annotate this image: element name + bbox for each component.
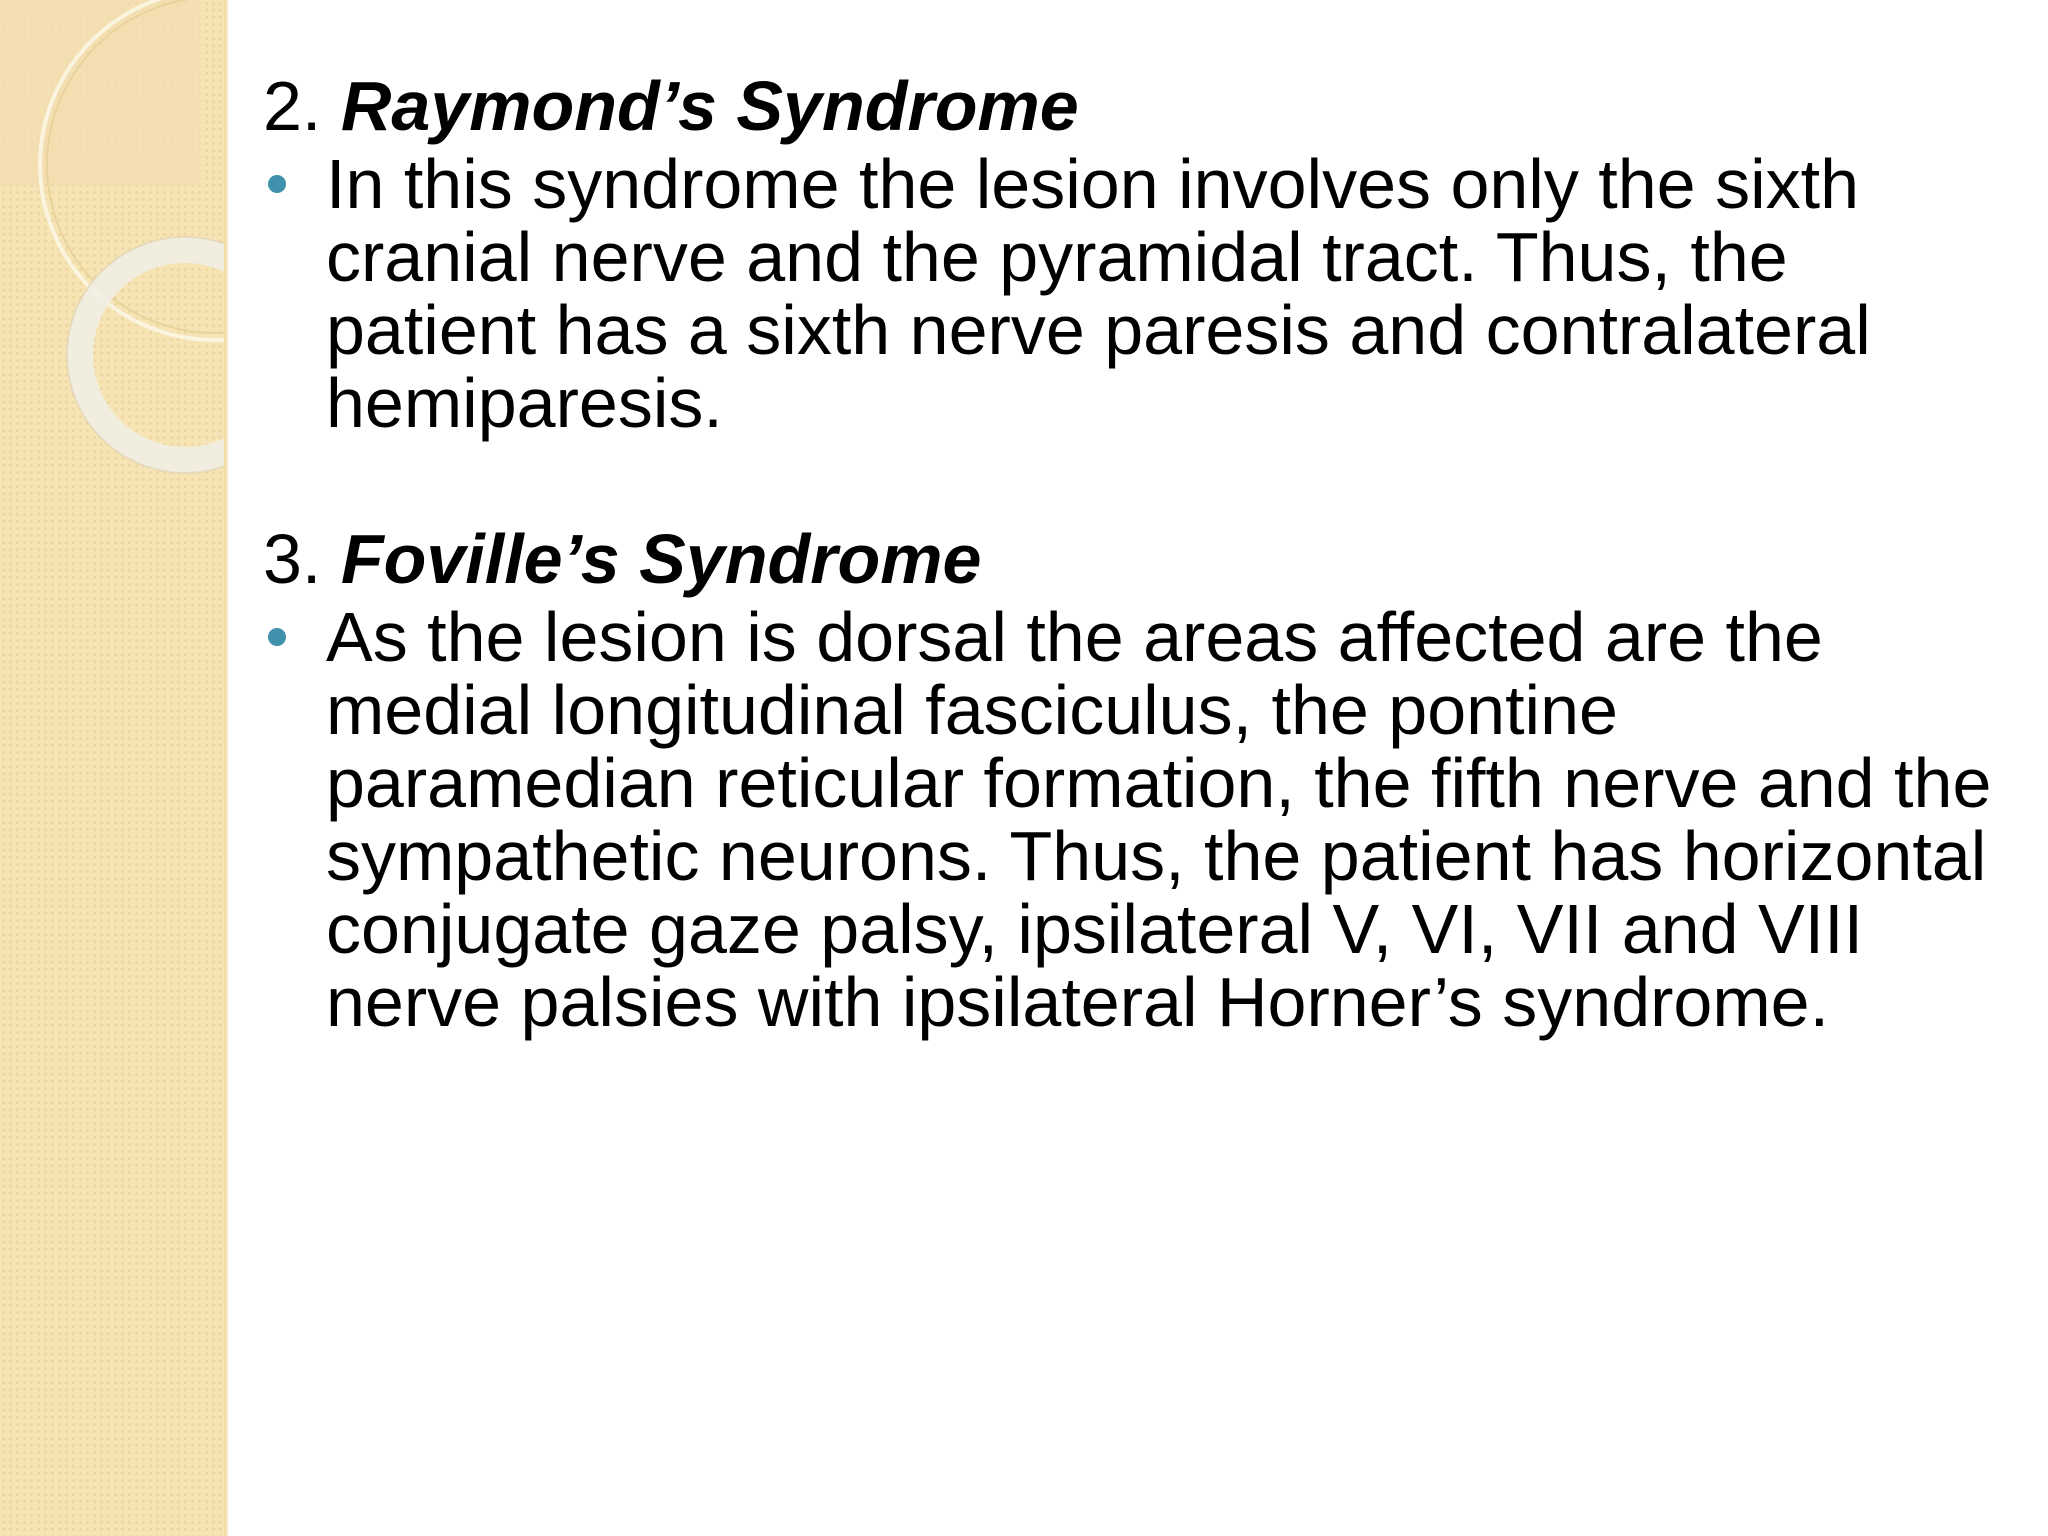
section-number: 3. xyxy=(263,520,322,598)
section-title: Foville’s Syndrome xyxy=(340,520,982,598)
bullet-dot-icon xyxy=(268,628,286,646)
bullet-text: In this syndrome the lesion involves only the sixth cranial nerve and the pyramidal tract. Thus, the patient has a sixth nerve paresis and contralateral hemiparesis. xyxy=(326,145,1871,442)
bullet-item-foville xyxy=(263,598,2003,1041)
bullet-item-raymond xyxy=(263,145,2003,442)
section-number: 2. xyxy=(263,67,322,145)
decorative-rings xyxy=(0,0,228,560)
section-heading-foville xyxy=(263,517,2003,601)
bullet-text: As the lesion is dorsal the areas affected are the medial longitudinal fasciculus, the pontine paramedian reticular formation, the fifth nerve and the sympathetic neurons. Thus, the patient has horizontal conjugate gaze palsy, ipsilateral V, VI, VII and VIII nerve palsies with ipsilateral Horner’s syndrome. xyxy=(326,598,1992,1041)
bullet-dot-icon xyxy=(268,175,286,193)
slide-content xyxy=(263,64,2003,1039)
section-title: Raymond’s Syndrome xyxy=(340,67,1079,145)
decorative-sidebar xyxy=(0,0,228,1536)
section-heading-raymond xyxy=(263,64,2003,148)
sidebar-divider xyxy=(224,0,228,1536)
